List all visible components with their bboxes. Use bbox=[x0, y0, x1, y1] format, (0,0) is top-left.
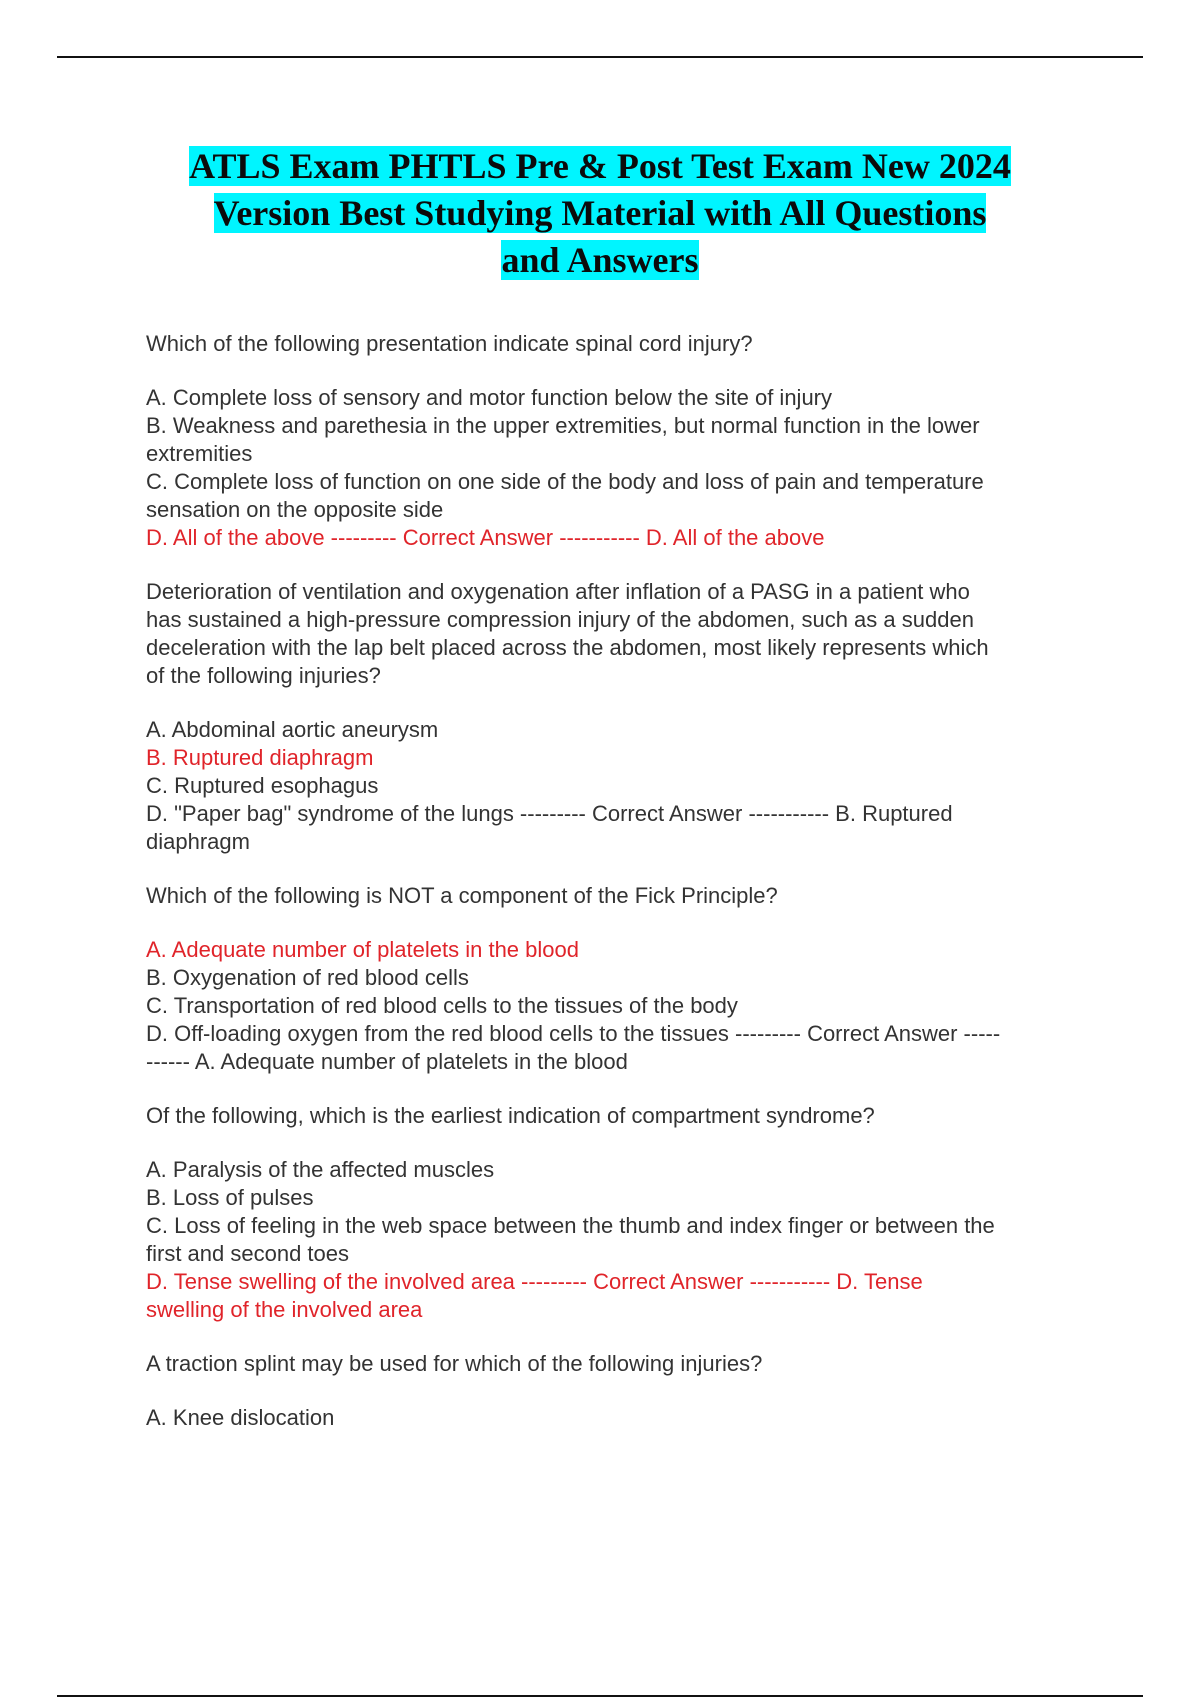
question-text: A traction splint may be used for which of the following injuries? bbox=[146, 1351, 763, 1376]
question-4 bbox=[146, 1102, 1091, 1130]
option-c-cont: sensation on the opposite side bbox=[146, 497, 444, 522]
option-c-cont: first and second toes bbox=[146, 1241, 350, 1266]
option-d-correct-answer: D. All of the above --------- Correct Answer ----------- D. All of the above bbox=[146, 525, 825, 550]
title-line: and Answers bbox=[501, 240, 699, 280]
option-d-cont: swelling of the involved area bbox=[146, 1297, 423, 1322]
option-a: A. Knee dislocation bbox=[146, 1405, 335, 1430]
question-text: deceleration with the lap belt placed across the abdomen, most likely represents which bbox=[146, 635, 989, 660]
option-a: A. Paralysis of the affected muscles bbox=[146, 1157, 495, 1182]
question-text: has sustained a high-pressure compression injury of the abdomen, such as a sudden bbox=[146, 607, 974, 632]
title-line: ATLS Exam PHTLS Pre & Post Test Exam New 2024 bbox=[189, 146, 1011, 186]
option-d-correct-answer: D. Off-loading oxygen from the red blood cells to the tissues --------- Correct Answer ----- bbox=[146, 1021, 1001, 1046]
question-3 bbox=[146, 882, 1091, 910]
question-text: Of the following, which is the earliest indication of compartment syndrome? bbox=[146, 1103, 875, 1128]
option-a: A. Complete loss of sensory and motor function below the site of injury bbox=[146, 385, 833, 410]
option-c: C. Transportation of red blood cells to the tissues of the body bbox=[146, 993, 738, 1018]
question-text: Which of the following presentation indicate spinal cord injury? bbox=[146, 331, 753, 356]
option-b-cont: extremities bbox=[146, 441, 253, 466]
question-1-options bbox=[146, 384, 1091, 552]
option-a: A. Abdominal aortic aneurysm bbox=[146, 717, 439, 742]
option-b-correct: B. Ruptured diaphragm bbox=[146, 745, 374, 770]
question-text: Which of the following is NOT a component of the Fick Principle? bbox=[146, 883, 778, 908]
option-c: C. Loss of feeling in the web space between the thumb and index finger or between the bbox=[146, 1213, 995, 1238]
option-c: C. Complete loss of function on one side of the body and loss of pain and temperature bbox=[146, 469, 984, 494]
option-d-cont: diaphragm bbox=[146, 829, 250, 854]
question-5 bbox=[146, 1350, 1091, 1378]
question-2 bbox=[146, 578, 1091, 690]
question-text: Deterioration of ventilation and oxygenation after inflation of a PASG in a patient who bbox=[146, 579, 970, 604]
question-3-options bbox=[146, 936, 1091, 1076]
bottom-rule bbox=[57, 1695, 1143, 1697]
question-2-options bbox=[146, 716, 1091, 856]
title-line: Version Best Studying Material with All Questions bbox=[213, 193, 987, 233]
option-d-correct-answer: D. Tense swelling of the involved area --------- Correct Answer ----------- D. Tense bbox=[146, 1269, 923, 1294]
option-d-cont: ------ A. Adequate number of platelets in the blood bbox=[146, 1049, 628, 1074]
option-c: C. Ruptured esophagus bbox=[146, 773, 379, 798]
question-text: of the following injuries? bbox=[146, 663, 381, 688]
question-1 bbox=[146, 330, 1091, 358]
document-body bbox=[146, 330, 1091, 1432]
option-b: B. Oxygenation of red blood cells bbox=[146, 965, 469, 990]
document-title bbox=[100, 143, 1100, 284]
question-4-options bbox=[146, 1156, 1091, 1324]
option-a-correct: A. Adequate number of platelets in the blood bbox=[146, 937, 579, 962]
option-d-correct-answer: D. "Paper bag" syndrome of the lungs --------- Correct Answer ----------- B. Ruptured bbox=[146, 801, 953, 826]
option-b: B. Weakness and parethesia in the upper extremities, but normal function in the lower bbox=[146, 413, 980, 438]
option-b: B. Loss of pulses bbox=[146, 1185, 314, 1210]
top-rule bbox=[57, 56, 1143, 58]
question-5-options bbox=[146, 1404, 1091, 1432]
